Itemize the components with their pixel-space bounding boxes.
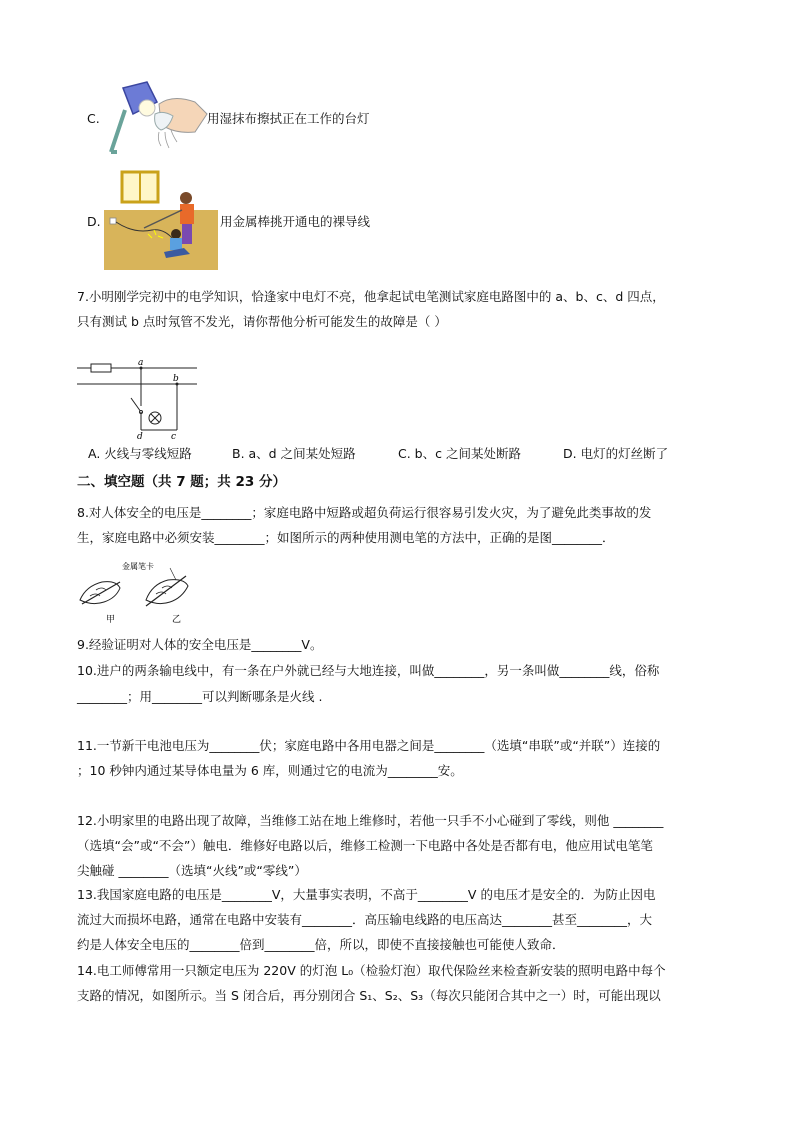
q7-line1: 7.小明刚学完初中的电学知识，恰逢家中电灯不亮，他拿起试电笔测试家庭电路图中的 a、b、c、d 四点， [77,289,665,304]
option-d-text: 用金属棒挑开通电的裸导线 [220,214,371,229]
q13-line2: 流过大而损坏电路，通常在电路中安装有________．高压输电线路的电压高达________甚至________，大 [77,912,653,927]
test-pen-figure [76,560,204,626]
option-d-label: D. [87,214,101,229]
metal-rod-wire-illustration [104,170,218,270]
q10-line1: 10.进户的两条输电线中，有一条在户外就已经与大地连接，叫做________，另一条叫做________线，俗称 [77,663,660,678]
q7-option-c: C. b、c 之间某处断路 [398,446,521,461]
q7-option-a: A. 火线与零线短路 [88,446,192,461]
lamp-hand-illustration [103,80,208,158]
fig-jia-label: 甲 [106,615,116,625]
q7-option-d: D. 电灯的灯丝断了 [563,446,669,461]
point-a-label: a [138,358,144,368]
q7-circuit-diagram [77,356,199,440]
q11-line2: ；10 秒钟内通过某导体电量为 6 库，则通过它的电流为________安。 [77,763,463,778]
metal-clip-label: 金属笔卡 [122,562,154,571]
q12-line2: （选填“会”或“不会”）触电．维修好电路以后，维修工检测一下电路中各处是否都有电，他应用试电笔笔 [77,838,653,853]
q12-line1: 12.小明家里的电路出现了故障，当维修工站在地上维修时，若他一只手不小心碰到了零线，则他 ________ [77,813,664,828]
q13-line1: 13.我国家庭电路的电压是________V，大量事实表明，不高于________V 的电压才是安全的．为防止因电 [77,887,656,902]
q8-line1: 8.对人体安全的电压是________；家庭电路中短路或超负荷运行很容易引发火灾，为了避免此类事故的发 [77,505,652,520]
option-c-text: 用湿抹布擦拭正在工作的台灯 [207,111,370,126]
point-c-label: c [171,432,177,440]
option-c-label: C. [87,111,100,126]
q14-line2: 支路的情况，如图所示。当 S 闭合后，再分别闭合 S₁、S₂、S₃（每次只能闭合其中之一）时，可能出现以 [77,988,661,1003]
q7-line2: 只有测试 b 点时氖管不发光，请你帮他分析可能发生的故障是（ ） [77,314,447,329]
q11-line1: 11.一节新干电池电压为________伏；家庭电路中各用电器之间是________（选填“串联”或“并联”）连接的 [77,738,661,753]
q13-line3: 约是人体安全电压的________倍到________倍，所以，即使不直接接触也可能使人致命． [77,937,565,952]
q7-option-b: B. a、d 之间某处短路 [232,446,356,461]
point-d-label: d [137,432,143,440]
q8-line2: 生，家庭电路中必须安装________；如图所示的两种使用测电笔的方法中，正确的是图________． [77,530,615,545]
fig-yi-label: 乙 [172,615,182,625]
q10-line2: ________；用________可以判断哪条是火线 . [77,689,323,704]
q12-line3: 尖触碰 ________（选填“火线”或“零线”） [77,863,307,878]
section-title: 二、填空题（共 7 题；共 23 分） [77,474,286,490]
q14-line1: 14.电工师傅常用一只额定电压为 220V 的灯泡 L₀（检验灯泡）取代保险丝来检查新安装的照明电路中每个 [77,963,666,978]
q9-line1: 9.经验证明对人体的安全电压是________V。 [77,637,323,652]
point-b-label: b [173,374,179,384]
